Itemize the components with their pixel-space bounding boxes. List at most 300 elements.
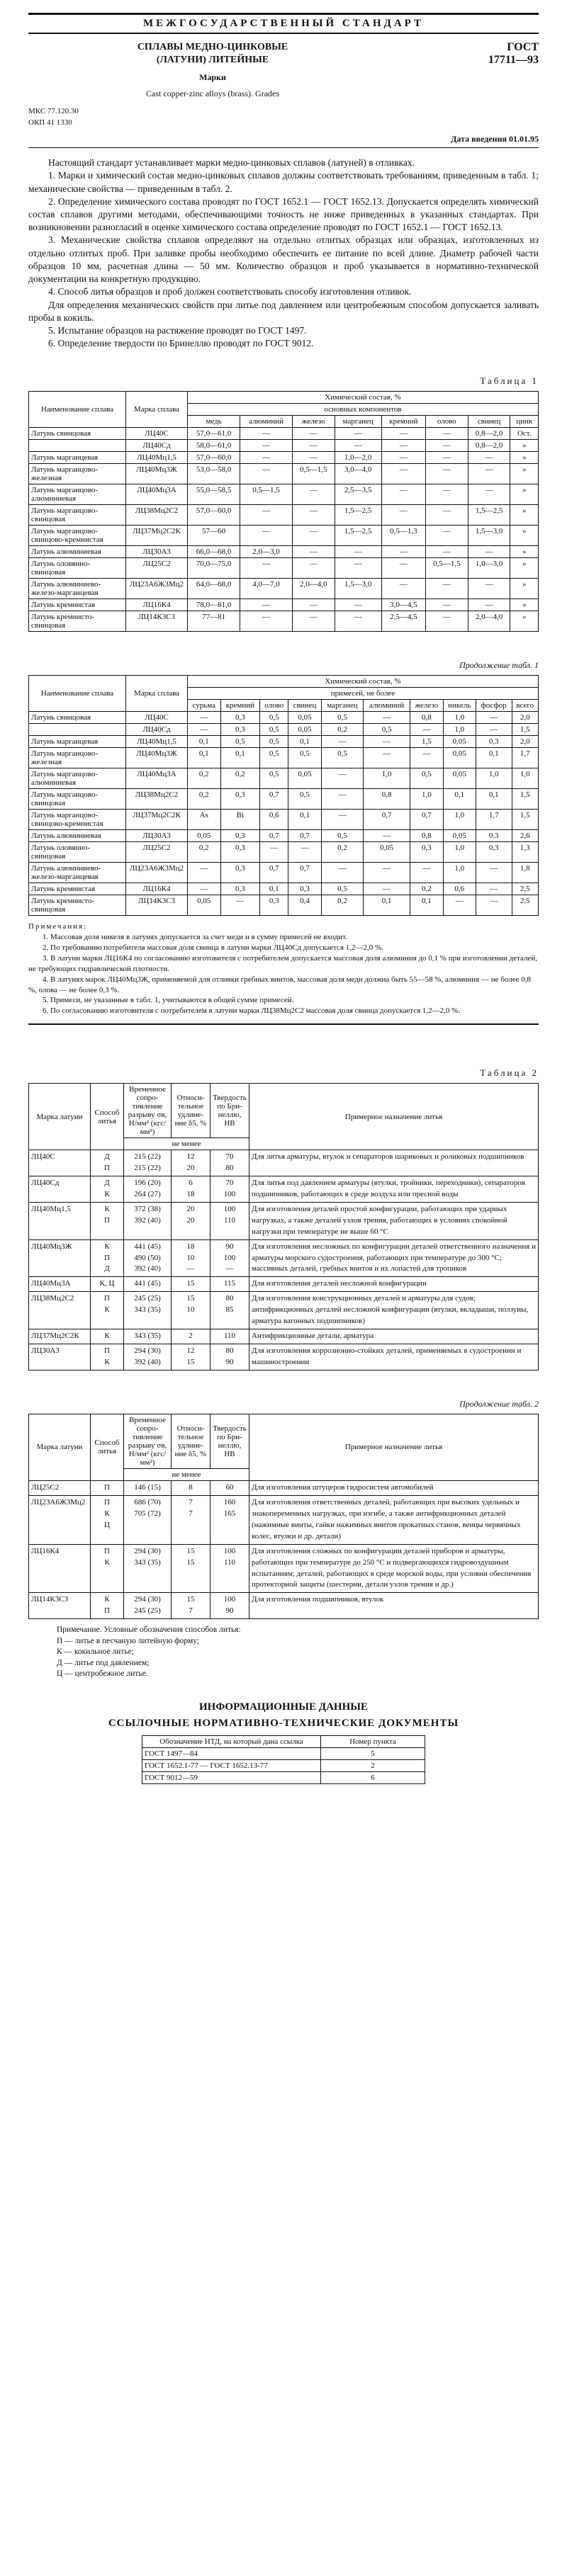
table-cell: » bbox=[510, 599, 539, 611]
table-cell: Латунь марганцово-алюминиевая bbox=[29, 484, 126, 505]
table-cell: 0,2 bbox=[188, 768, 221, 789]
table-cell: 1,5—2,5 bbox=[335, 505, 381, 526]
table-cell: 0,5 bbox=[321, 883, 363, 895]
table-cell: Ост. bbox=[510, 428, 539, 440]
table-cell: ЛЦ25С2 bbox=[126, 558, 188, 579]
table-cell: Латунь кремнисто-свинцовая bbox=[29, 895, 126, 916]
table-cell: 0,5 bbox=[288, 789, 322, 810]
table-cell: 1,0—3,0 bbox=[468, 558, 510, 579]
table-cell-use: Для изготовления сложных по конфигурации деталей приборов и арматуры, работающих при температуре до 250 °С и подвергающихся гидровоздушным испытаниям; деталей, работающих в среде морской воды, при условии обеспечения протекторной защиты (шестерни, детали узлов трения и др.) bbox=[249, 1544, 539, 1593]
table-cell-use: Для изготовления коррозионно-стойких деталей, применяемых в судостроении и машиностроении bbox=[249, 1344, 539, 1371]
table-cell: — bbox=[425, 452, 468, 464]
table-cell: 0,05 bbox=[288, 768, 322, 789]
table-cell: — bbox=[468, 484, 510, 505]
table-cell: 0,7 bbox=[260, 830, 288, 842]
table-cell: — bbox=[381, 464, 425, 484]
table-row bbox=[29, 1480, 539, 1495]
col-header-method: Способ литья bbox=[91, 1084, 124, 1150]
col-header-method: Способ литья bbox=[91, 1414, 124, 1480]
table-row bbox=[29, 1495, 539, 1544]
reference-doc: ГОСТ 9012—59 bbox=[142, 1771, 321, 1783]
table-cell-grade: ЛЦ37Мц2С2К bbox=[29, 1329, 91, 1344]
doc-title-line2: (ЛАТУНИ) ЛИТЕЙНЫЕ bbox=[156, 55, 269, 66]
table-cell: Латунь марганцово-свинцово-кремнистая bbox=[29, 810, 126, 830]
table-cell: 1,0 bbox=[443, 724, 476, 736]
note-item: 4. В латунях марок ЛЦ40Мц3Ж, применяемой для отливки гребных винтов, массовая доля меди должна быть 55—58 %, алюминия — не более 0,8 %, олова — не более 0,3 %. bbox=[28, 975, 531, 994]
note-item: Ц — центробежное литье. bbox=[57, 1669, 148, 1679]
table-cell: 3,0—4,5 bbox=[381, 599, 425, 611]
table-cell: 0,3 bbox=[260, 895, 288, 916]
table-cell: — bbox=[188, 724, 221, 736]
doc-title-line1: СПЛАВЫ МЕДНО-ЦИНКОВЫЕ bbox=[137, 42, 288, 52]
table-cell: 0,2 bbox=[321, 842, 363, 863]
table-cell: Латунь свинцовая bbox=[29, 428, 126, 440]
table-cell: 1,5—3,0 bbox=[335, 579, 381, 599]
table-cell-grade: ЛЦ40Сд bbox=[29, 1176, 91, 1202]
table-cell: — bbox=[188, 863, 221, 883]
table-cell: 0,5 bbox=[364, 724, 410, 736]
table-cell: — bbox=[425, 464, 468, 484]
table-cell-use: Для изготовления штуцеров гидросистем автомобилей bbox=[249, 1480, 539, 1495]
table-cell: — bbox=[410, 863, 444, 883]
note-item: К — кокильное литье; bbox=[57, 1647, 134, 1657]
table-cell: — bbox=[425, 440, 468, 452]
table-cell: Латунь кремнистая bbox=[29, 599, 126, 611]
table-cell: — bbox=[321, 810, 363, 830]
table-cell-ts: 441 (45) 490 (50) 392 (40) bbox=[124, 1239, 172, 1277]
table-cell: 0,1 bbox=[288, 810, 322, 830]
table-cell: — bbox=[476, 895, 512, 916]
table-cell: — bbox=[335, 546, 381, 558]
col-header-element: медь bbox=[188, 416, 240, 428]
table-cell: Латунь оловянно-свинцовая bbox=[29, 842, 126, 863]
table-cell: Латунь алюминиево-железо-марганцевая bbox=[29, 579, 126, 599]
table-cell: Bi bbox=[220, 810, 260, 830]
table-cell: 1,0 bbox=[443, 842, 476, 863]
col-header-main: основных компонентов bbox=[188, 404, 539, 416]
table-cell: — bbox=[425, 484, 468, 505]
body-text bbox=[28, 157, 539, 350]
table-cell: 0,1 bbox=[188, 736, 221, 748]
table-cell: ЛЦ40Сд bbox=[126, 724, 188, 736]
table-cell: 55,0—58,5 bbox=[188, 484, 240, 505]
table-cell: 1,0 bbox=[443, 810, 476, 830]
table-cell: — bbox=[425, 428, 468, 440]
table-cell: — bbox=[240, 611, 293, 632]
table-cell: 0,3 bbox=[476, 830, 512, 842]
table-cell: As bbox=[188, 810, 221, 830]
table-cell: 1,0 bbox=[410, 789, 444, 810]
table-cell: 0,7 bbox=[288, 863, 322, 883]
table1-continuation-label: Продолжение табл. 1 bbox=[459, 660, 539, 671]
table-cell: 0,2 bbox=[188, 842, 221, 863]
table-cell: Латунь оловянно-свинцовая bbox=[29, 558, 126, 579]
col-header-tensile: Временное сопротивление разрыву σв, Н/мм² (кгс/мм²) bbox=[124, 1414, 172, 1468]
table-cell: 0,8 bbox=[364, 789, 410, 810]
table-cell: Латунь алюминиевая bbox=[29, 830, 126, 842]
table-row bbox=[29, 768, 539, 789]
table-cell: » bbox=[510, 611, 539, 632]
col-header-element: всего bbox=[512, 700, 538, 712]
table-cell: » bbox=[510, 452, 539, 464]
table-cell: — bbox=[240, 505, 293, 526]
table-cell-grade: ЛЦ30А3 bbox=[29, 1344, 91, 1371]
table-cell-hb: 115 bbox=[210, 1277, 249, 1292]
col-header-hardness: Твердость по Бринеллю, НВ bbox=[210, 1084, 249, 1138]
table-cell: — bbox=[364, 830, 410, 842]
table-cell: 0,1 bbox=[188, 748, 221, 768]
paragraph: Настоящий стандарт устанавливает марки медно-цинковых сплавов (латуней) в отливках. bbox=[48, 157, 415, 169]
note-item: 5. Примеси, не указанные в табл. 1, учитываются в общей сумме примесей. bbox=[43, 996, 294, 1005]
table-cell-use: Для изготовления деталей простой конфигурации, работающих при ударных нагрузках, а также деталей узлов трения, работающих в условиях спокойной нагрузки при температуре не выше 60 °С bbox=[249, 1202, 539, 1239]
table-cell: 0,1 bbox=[220, 748, 260, 768]
table-cell-ts: 294 (30) 343 (35) bbox=[124, 1544, 172, 1593]
table-cell: — bbox=[476, 863, 512, 883]
col-header-chem: Химический состав, % bbox=[188, 676, 539, 688]
table-cell: 57,0—61,0 bbox=[188, 428, 240, 440]
col-header-element: сурьма bbox=[188, 700, 221, 712]
table-cell: 1,5 bbox=[512, 810, 538, 830]
table-cell: — bbox=[240, 464, 293, 484]
table-cell: — bbox=[240, 558, 293, 579]
table-cell: » bbox=[510, 558, 539, 579]
table-row bbox=[29, 724, 539, 736]
table-cell-hb: 70 100 bbox=[210, 1176, 249, 1202]
table-row bbox=[29, 810, 539, 830]
table-cell-method: К П Д bbox=[91, 1239, 124, 1277]
note-item: 1. Массовая доля никеля в латунях допускается за счет меди и в сумму примесей не входит. bbox=[43, 933, 347, 942]
table-cell-ts: 146 (15) bbox=[124, 1480, 172, 1495]
table-cell bbox=[29, 724, 126, 736]
col-header-name: Наименование сплава bbox=[29, 392, 126, 428]
table-cell: 0,4 bbox=[288, 895, 322, 916]
table-cell: ЛЦ23А6Ж3Мц2 bbox=[126, 863, 188, 883]
table-cell: — bbox=[188, 883, 221, 895]
table-cell: Латунь кремнистая bbox=[29, 883, 126, 895]
table-row bbox=[142, 1771, 425, 1783]
table-cell: 0,2 bbox=[321, 724, 363, 736]
table-cell: 0,05 bbox=[443, 830, 476, 842]
table-cell-grade: ЛЦ23А6Ж3Мц2 bbox=[29, 1495, 91, 1544]
table-row bbox=[29, 558, 539, 579]
table-cell: — bbox=[425, 526, 468, 546]
table-cell-use: Для изготовления ответственных деталей, работающих при высоких удельных и знакопеременных нагрузках, при изгибе, а также антифрикционных деталей (нажимные винты, гайки нажимных винтов прокатных станов, венцы червячных колес, втулки и др. детали) bbox=[249, 1495, 539, 1544]
table-cell-el: 15 7 bbox=[172, 1593, 210, 1619]
paragraph: 2. Определение химического состава проводят по ГОСТ 1652.1 — ГОСТ 1652.13. Допускается определять химический состав сплавов другими методами, обеспечивающими точность не ниже приведенных в указанных стандартах. При возникновении разногласий в оценке химического состава определение проводят по ГОСТ 1652.1 — ГОСТ 1652.13. bbox=[28, 195, 539, 233]
table-cell: — bbox=[240, 526, 293, 546]
table-cell: 1,7 bbox=[476, 810, 512, 830]
table-cell: — bbox=[335, 428, 381, 440]
table1-notes bbox=[28, 921, 539, 1025]
col-header-element: железо bbox=[410, 700, 444, 712]
table-cell: 1,5—2,5 bbox=[335, 526, 381, 546]
table-cell: — bbox=[364, 736, 410, 748]
table-cell: — bbox=[468, 452, 510, 464]
table-cell-grade: ЛЦ14К3С3 bbox=[29, 1593, 91, 1619]
table-cell: 0,5—1,5 bbox=[240, 484, 293, 505]
table-row bbox=[29, 1329, 539, 1344]
table-cell: — bbox=[476, 724, 512, 736]
table-cell: — bbox=[335, 611, 381, 632]
table-cell: 0,3 bbox=[476, 736, 512, 748]
table-row bbox=[29, 863, 539, 883]
table-cell-method: К П bbox=[91, 1593, 124, 1619]
table-cell-method: Д П bbox=[91, 1150, 124, 1176]
table-cell-el: 12 15 bbox=[172, 1344, 210, 1371]
table-cell-method: П К bbox=[91, 1292, 124, 1329]
table-row bbox=[29, 484, 539, 505]
table-row bbox=[29, 1176, 539, 1202]
table2-note bbox=[28, 1625, 539, 1680]
table-cell: Латунь марганцово-свинцовая bbox=[29, 789, 126, 810]
table-row bbox=[29, 830, 539, 842]
table-cell: 77—81 bbox=[188, 611, 240, 632]
classification-codes bbox=[28, 106, 539, 128]
table-cell-use: Для изготовления конструкционных деталей и арматуры для судов; антифрикционных деталей несложной конфигурации (втулки, вкладыши, ползуны, арматура вагонных подшипников) bbox=[249, 1292, 539, 1329]
table-cell: — bbox=[364, 883, 410, 895]
table-cell: — bbox=[425, 599, 468, 611]
table-cell: — bbox=[240, 428, 293, 440]
table-row bbox=[142, 1759, 425, 1771]
table-cell-use: Для изготовления деталей несложной конфигурации bbox=[249, 1277, 539, 1292]
table-cell: 2,5—3,5 bbox=[335, 484, 381, 505]
table-cell: 0,5 bbox=[260, 768, 288, 789]
table-cell-method: П bbox=[91, 1480, 124, 1495]
reference-clause: 5 bbox=[321, 1747, 425, 1759]
table-cell: 0,5 bbox=[220, 736, 260, 748]
table-cell: 0,6 bbox=[260, 810, 288, 830]
col-header-element: алюминий bbox=[364, 700, 410, 712]
note-item: Д — литье под давлением; bbox=[57, 1658, 150, 1667]
table-cell: 0,8 bbox=[410, 830, 444, 842]
table-cell bbox=[29, 440, 126, 452]
table-cell-el: 15 bbox=[172, 1277, 210, 1292]
table-cell-grade: ЛЦ25С2 bbox=[29, 1480, 91, 1495]
table-cell: — bbox=[364, 748, 410, 768]
col-header-element: марганец bbox=[335, 416, 381, 428]
table-cell: — bbox=[468, 546, 510, 558]
table-cell: — bbox=[260, 842, 288, 863]
table-cell: ЛЦ25С2 bbox=[126, 842, 188, 863]
table-cell: 0,05 bbox=[288, 724, 322, 736]
table-cell-hb: 110 bbox=[210, 1329, 249, 1344]
col-header-element: цинк bbox=[510, 416, 539, 428]
table-row bbox=[29, 428, 539, 440]
note-item: 3. В латуни марки ЛЦ16К4 по согласованию изготовителя с потребителем допускается массовая доля алюминия до 0,1 % при изготовлении деталей, не требующих гидравлической плотности. bbox=[28, 953, 537, 973]
table-cell: 0,1 bbox=[476, 748, 512, 768]
table-row bbox=[29, 748, 539, 768]
table-cell: 0,3 bbox=[220, 789, 260, 810]
table-cell: — bbox=[381, 505, 425, 526]
table-cell: — bbox=[381, 484, 425, 505]
table-cell-use: Для литья арматуры, втулок и сепараторов шариковых и роликовых подшипников bbox=[249, 1150, 539, 1176]
table-cell: ЛЦ30А3 bbox=[126, 546, 188, 558]
table-cell: ЛЦ14К3С3 bbox=[126, 611, 188, 632]
table-cell: 2,0 bbox=[512, 736, 538, 748]
table-cell-method: К П bbox=[91, 1202, 124, 1239]
col-header-min: не менее bbox=[124, 1138, 249, 1150]
table-row bbox=[29, 579, 539, 599]
table-cell: ЛЦ40Мц1,5 bbox=[126, 452, 188, 464]
table-cell: 0,05 bbox=[188, 895, 221, 916]
table-cell: 1,5 bbox=[410, 736, 444, 748]
table-row bbox=[29, 1344, 539, 1371]
col-header-element: свинец bbox=[468, 416, 510, 428]
table-cell-grade: ЛЦ40Мц3Ж bbox=[29, 1239, 91, 1277]
table-cell-el: 6 18 bbox=[172, 1176, 210, 1202]
table-cell: — bbox=[468, 579, 510, 599]
table-cell: 0,1 bbox=[364, 895, 410, 916]
table-cell: 1,0 bbox=[443, 863, 476, 883]
table-cell: 0,1 bbox=[288, 736, 322, 748]
table-cell: 2,5 bbox=[512, 883, 538, 895]
table-cell: 0,5 bbox=[321, 748, 363, 768]
table-cell-use: Для изготовления несложных по конфигурации деталей ответственного назначения и арматуры морского судостроения, работающих при температуре до 300 °С; массивных деталей, гребных винтов и их лопастей для тропиков bbox=[249, 1239, 539, 1277]
table-cell: 64,0—68,0 bbox=[188, 579, 240, 599]
document-header bbox=[28, 41, 539, 99]
table-cell: 0,7 bbox=[260, 789, 288, 810]
table-cell: — bbox=[425, 579, 468, 599]
table-cell: » bbox=[510, 546, 539, 558]
table-cell: — bbox=[240, 440, 293, 452]
table-cell: — bbox=[288, 842, 322, 863]
table-cell: — bbox=[468, 599, 510, 611]
table-row bbox=[29, 464, 539, 484]
table-cell: 0,3 bbox=[476, 842, 512, 863]
table-cell: ЛЦ14К3С3 bbox=[126, 895, 188, 916]
standard-banner: МЕЖГОСУДАРСТВЕННЫЙ СТАНДАРТ bbox=[28, 13, 539, 34]
reference-doc: ГОСТ 1652.1-77 — ГОСТ 1652.13-77 bbox=[142, 1759, 321, 1771]
table-row bbox=[29, 1150, 539, 1176]
table-cell: — bbox=[364, 712, 410, 724]
table-cell: — bbox=[381, 579, 425, 599]
table-cell-ts: 196 (20) 264 (27) bbox=[124, 1176, 172, 1202]
table-cell-method: П К bbox=[91, 1544, 124, 1593]
table-cell-hb: 100 90 bbox=[210, 1593, 249, 1619]
table-cell: 0,1 bbox=[410, 895, 444, 916]
table-cell: ЛЦ40Мц3Ж bbox=[126, 464, 188, 484]
table-cell: — bbox=[425, 505, 468, 526]
table-cell: — bbox=[188, 712, 221, 724]
table-cell: 66,0—68,0 bbox=[188, 546, 240, 558]
table-row bbox=[29, 546, 539, 558]
table-cell: 0,3 bbox=[220, 842, 260, 863]
table-cell: ЛЦ38Мц2С2 bbox=[126, 789, 188, 810]
table-cell: 0,1 bbox=[443, 789, 476, 810]
table-cell: ЛЦ23А6Ж3Мц2 bbox=[126, 579, 188, 599]
table-cell: ЛЦ40Мц3А bbox=[126, 768, 188, 789]
table-cell: 0,6 bbox=[443, 883, 476, 895]
table-cell-hb: 100 110 bbox=[210, 1202, 249, 1239]
table-cell: 1,0 bbox=[364, 768, 410, 789]
table-cell: Латунь алюминиево-железо-марганцевая bbox=[29, 863, 126, 883]
table-cell: » bbox=[510, 484, 539, 505]
table-cell-grade: ЛЦ16К4 bbox=[29, 1544, 91, 1593]
table-row bbox=[29, 452, 539, 464]
table-cell: Латунь марганцово-железная bbox=[29, 748, 126, 768]
note-title: Примечание. Условные обозначения способов литья: bbox=[57, 1625, 241, 1635]
table-cell: ЛЦ40С bbox=[126, 712, 188, 724]
table-cell-el: 12 20 bbox=[172, 1150, 210, 1176]
col-header-elongation: Относительное удлинение δ5, % bbox=[172, 1414, 210, 1468]
table-cell-use: Для изготовления подшипников, втулок bbox=[249, 1593, 539, 1619]
table-cell-ts: 686 (70) 705 (72) bbox=[124, 1495, 172, 1544]
table-cell: — bbox=[240, 452, 293, 464]
table-cell: 1,8 bbox=[512, 863, 538, 883]
table-cell: 0,8—2,0 bbox=[468, 440, 510, 452]
references-title: ССЫЛОЧНЫЕ НОРМАТИВНО-ТЕХНИЧЕСКИЕ ДОКУМЕНТЫ bbox=[108, 1717, 459, 1729]
table-cell-hb: 70 80 bbox=[210, 1150, 249, 1176]
table-cell: 1,0—2,0 bbox=[335, 452, 381, 464]
table-cell: — bbox=[321, 789, 363, 810]
table-cell: 57,0—60,0 bbox=[188, 505, 240, 526]
table-row bbox=[29, 789, 539, 810]
notes-title: Примечания: bbox=[28, 922, 88, 931]
table-cell: 2,0—4,0 bbox=[468, 611, 510, 632]
table-cell: 0,5 bbox=[321, 830, 363, 842]
introduction-date: Дата введения 01.01.95 bbox=[28, 134, 539, 148]
table-cell: 1,0 bbox=[476, 768, 512, 789]
table-cell: — bbox=[410, 724, 444, 736]
table-cell-method: К, Ц bbox=[91, 1277, 124, 1292]
paragraph: Для определения механических свойств при литье под давлением или центробежным способом допускается заливать пробы в кокиль. bbox=[28, 299, 539, 323]
table-cell: 0,1 bbox=[260, 883, 288, 895]
table-cell-method: К bbox=[91, 1329, 124, 1344]
table-cell: 58,0—61,0 bbox=[188, 440, 240, 452]
col-header-element: алюминий bbox=[240, 416, 293, 428]
table-cell: 2,0—4,0 bbox=[292, 579, 335, 599]
table-cell-el: 20 20 bbox=[172, 1202, 210, 1239]
table-cell: ЛЦ37Мц2С2К bbox=[126, 526, 188, 546]
table-cell-hb: 80 85 bbox=[210, 1292, 249, 1329]
paragraph: 3. Механические свойства сплавов определяют на отдельно отлитых образцах или образцах, изготовленных из отдельно отлитых проб. При заливке пробы необходимо обеспечить ее питание по всей длине. Диаметр рабочей части образцов 10 мм, расчетная длина — 50 мм. Количество образцов и проб указывается в нормативно-технической документации на конкретную продукцию. bbox=[28, 234, 539, 285]
table-cell: — bbox=[410, 748, 444, 768]
table-cell: — bbox=[476, 712, 512, 724]
table-cell-ts: 343 (35) bbox=[124, 1329, 172, 1344]
table-cell: 2,0—3,0 bbox=[240, 546, 293, 558]
table1-continued bbox=[28, 675, 539, 916]
table-cell: 0,3 bbox=[220, 724, 260, 736]
table-cell: 0,5—1,5 bbox=[292, 464, 335, 484]
table-row bbox=[29, 1277, 539, 1292]
table-cell: 0,3 bbox=[220, 830, 260, 842]
table-cell: 0,7 bbox=[364, 810, 410, 830]
table-cell: Латунь марганцово-свинцово-кремнистая bbox=[29, 526, 126, 546]
table-cell-ts: 441 (45) bbox=[124, 1277, 172, 1292]
table-cell: 0,5 bbox=[410, 768, 444, 789]
table-cell: — bbox=[321, 768, 363, 789]
table-cell: 1,5—2,5 bbox=[468, 505, 510, 526]
table-cell: ЛЦ16К4 bbox=[126, 883, 188, 895]
table-cell-hb: 80 90 bbox=[210, 1344, 249, 1371]
table-cell: — bbox=[321, 863, 363, 883]
table2-continued bbox=[28, 1414, 539, 1619]
table-cell: — bbox=[443, 895, 476, 916]
table-cell: 0,2 bbox=[220, 768, 260, 789]
table-cell: 0,2 bbox=[410, 883, 444, 895]
table-cell: — bbox=[292, 558, 335, 579]
table-cell-method: Д К bbox=[91, 1176, 124, 1202]
table-cell: Латунь свинцовая bbox=[29, 712, 126, 724]
table-cell: — bbox=[381, 428, 425, 440]
col-header-min: не менее bbox=[124, 1468, 249, 1480]
table-cell: — bbox=[476, 883, 512, 895]
table-cell-hb: 60 bbox=[210, 1480, 249, 1495]
table-cell: — bbox=[292, 599, 335, 611]
col-header-grade: Марка латуни bbox=[29, 1414, 91, 1480]
table-row bbox=[29, 895, 539, 916]
table-cell: 0,3 bbox=[220, 883, 260, 895]
